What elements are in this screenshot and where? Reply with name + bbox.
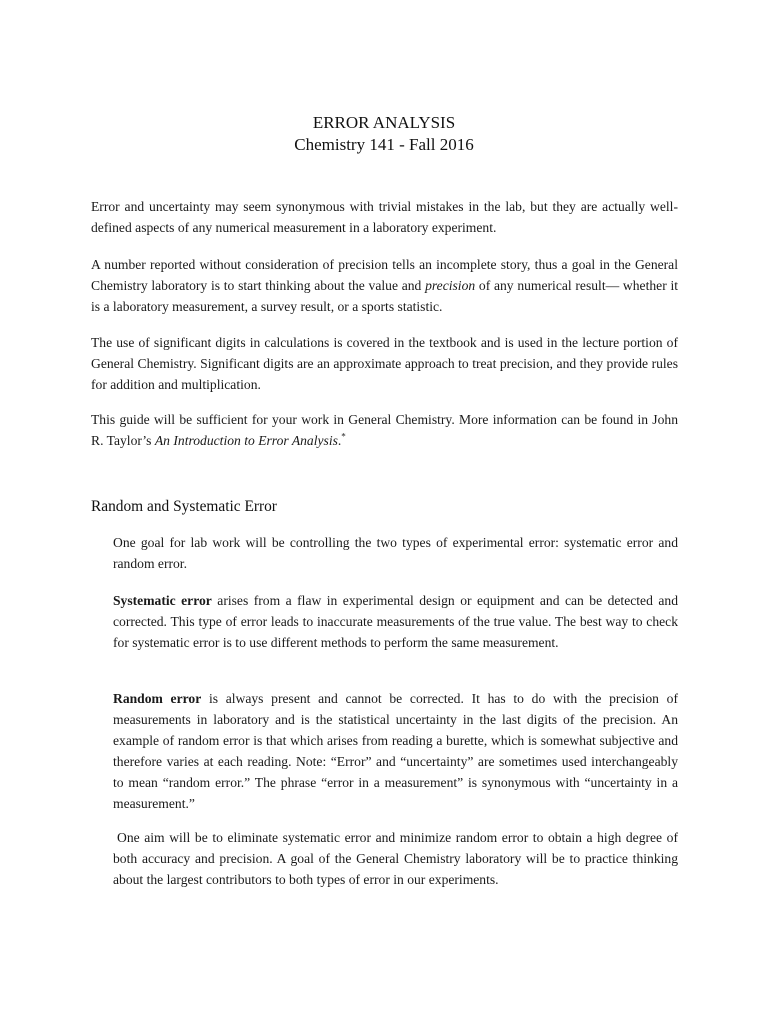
precision-emphasis: precision — [425, 278, 476, 293]
random-error-paragraph — [113, 688, 678, 814]
footnote-marker: * — [341, 431, 346, 442]
section-paragraph-1 — [113, 532, 678, 574]
random-error-text: is always present and cannot be corrected. It has to do with the precision of measurements in laboratory and is the statistical uncertainty in the last digits of the precision. An example of random error is that which arises from reading a burette, which is somewhat subjective and therefore varies at each reading. Note: “Error” and “uncertainty” are sometimes used interchangeably to mean “random error.” The phrase “error in a measurement” is synonymous with “uncertainty in a measurement.” — [113, 691, 678, 811]
document-subtitle: Chemistry 141 - Fall 2016 — [294, 135, 474, 154]
intro-paragraph-1-text: Error and uncertainty may seem synonymous with trivial mistakes in the lab, but they are actually well-defined aspects of any numerical measurement in a laboratory experiment. — [91, 199, 678, 235]
intro-paragraph-1 — [91, 196, 678, 238]
intro-paragraph-2-text-end: of any numerical result— whether it is a laboratory measurement, a survey result, or a sports statistic. — [91, 278, 679, 314]
intro-paragraph-3-text: The use of significant digits in calculations is covered in the textbook and is used in the lecture portion of General Chemistry. Significant digits are an approximate approach to treat precision, and they provide rules for addition and multiplication. — [91, 335, 678, 392]
document-title: ERROR ANALYSIS — [312, 113, 456, 132]
systematic-error-paragraph — [113, 590, 678, 653]
intro-paragraph-2-text-start: A number reported without consideration of precision tells an incomplete story, thus a goal in the General Chemistry laboratory is to start thinking about the value and — [91, 257, 678, 293]
section-paragraph-1-text: One goal for lab work will be controlling the two types of experimental error: systematic error and random error. — [113, 535, 678, 571]
intro-paragraph-2 — [91, 254, 678, 317]
random-error-term: Random error — [113, 691, 202, 706]
systematic-error-term: Systematic error — [113, 593, 212, 608]
section-paragraph-final — [113, 827, 678, 890]
intro-paragraph-4 — [91, 409, 678, 451]
intro-paragraph-3 — [91, 332, 678, 395]
section-paragraph-final-text: One aim will be to eliminate systematic error and minimize random error to obtain a high degree of both accuracy and precision. A goal of the General Chemistry laboratory will be to practice thinking about the largest contributors to both types of error in our experiments. — [113, 830, 678, 887]
book-title: An Introduction to Error Analysis — [154, 433, 338, 448]
intro-paragraph-4-text-start: This guide will be sufficient for your work in General Chemistry. More information can be found in John R. Taylor’s — [91, 412, 678, 448]
intro-paragraph-4-text-end: . — [337, 433, 342, 448]
section-heading: Random and Systematic Error — [91, 498, 277, 515]
systematic-error-text: arises from a flaw in experimental design or equipment and can be detected and corrected. This type of error leads to inaccurate measurements of the true value. The best way to check for systematic error is to use different methods to perform the same measurement. — [113, 593, 678, 650]
